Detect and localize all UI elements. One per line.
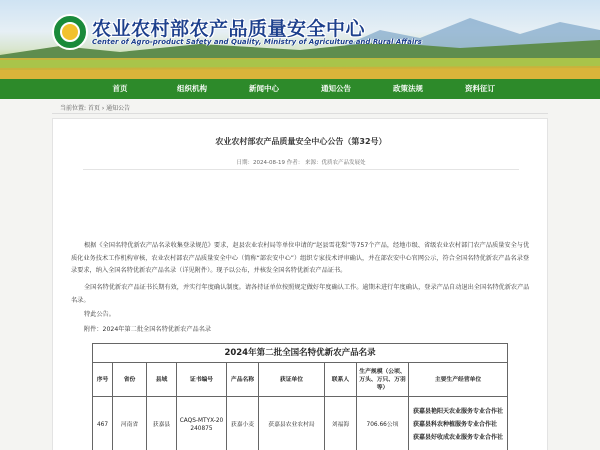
nav-news[interactable]: 新闻中心 xyxy=(249,84,279,93)
cell-product: 获嘉小麦 xyxy=(227,397,259,450)
nav-notices[interactable]: 通知公告 xyxy=(321,84,351,93)
cell-province: 河南省 xyxy=(113,397,147,450)
unit-item: 获嘉县好收成农业服务专业合作社 xyxy=(413,434,504,441)
nav-policies[interactable]: 政策法规 xyxy=(393,84,423,93)
attachment-link[interactable]: 附件：2024年第二批全国名特优新农产品名录 xyxy=(84,326,212,333)
article-paragraph: 根据《全国名特优新农产品名录收集登录规范》要求，赵县农业农村局等单位申请的“赵县雪花梨”等757个产品，经地市级、省级农业农村部门农产品质量安全与优质化业务技术工作机构审核，农业农村部农产品质量安全中心（简称“部农安中心”）组织专家技术评审确认，并在部农安中心官网公示，符合全国名特优新农产品名录登录要求，纳入全国名特优新农产品名录（详见附件）。现予以公布，并核发全国名特优新农产品证书。 xyxy=(71,242,530,274)
table-caption: 2024年第二批全国名特优新农产品名录 xyxy=(93,344,508,363)
article-meta: 日期：2024-08-19 作者： 来源：优质农产品发展处 xyxy=(236,160,366,166)
cell-holder: 获嘉县农业农村局 xyxy=(259,397,325,450)
article-paragraph: 全国名特优新农产品证书长期有效，并实行年度确认制度。请各持证单位按照规定做好年度确认工作。逾期未进行年度确认，登录产品自动退出全国名特优新农产品名录。 xyxy=(71,284,530,304)
cell-no: 467 xyxy=(93,397,113,450)
site-title: 农业农村部农产品质量安全中心 xyxy=(92,18,366,40)
main-nav xyxy=(0,79,600,99)
article-paragraph: 特此公告。 xyxy=(84,311,115,318)
cell-units xyxy=(409,397,508,450)
article-title: 农业农村部农产品质量安全中心公告（第32号） xyxy=(215,137,387,146)
column-header: 县域 xyxy=(147,363,177,397)
site-subtitle: Center of Agro-product Safety and Quality, Ministry of Agriculture and Rural Affairs xyxy=(92,38,422,46)
product-table xyxy=(92,343,507,450)
header-banner xyxy=(0,0,600,79)
nav-home[interactable]: 首页 xyxy=(112,84,128,93)
cell-scale: 706.66公顷 xyxy=(357,397,409,450)
cell-contact: 刘福海 xyxy=(325,397,357,450)
column-header: 产品名称 xyxy=(227,363,259,397)
column-header: 省份 xyxy=(113,363,147,397)
column-header: 序号 xyxy=(93,363,113,397)
unit-item: 获嘉县科农种植服务专业合作社 xyxy=(413,421,498,428)
cell-cert: CAQS-MTYX-20240875 xyxy=(177,397,227,450)
nav-subscriptions[interactable]: 资料征订 xyxy=(465,84,495,93)
breadcrumb-divider xyxy=(52,113,548,114)
breadcrumb[interactable]: 当前位置: 首页 › 通知公告 xyxy=(60,105,131,112)
table-header-row xyxy=(93,363,508,397)
column-header: 生产规模（公顷、万头、万只、万羽等） xyxy=(357,363,409,397)
column-header: 证书编号 xyxy=(177,363,227,397)
center-logo[interactable] xyxy=(52,14,88,50)
cell-county: 获嘉县 xyxy=(147,397,177,450)
nav-organization[interactable]: 组织机构 xyxy=(177,84,207,93)
unit-item: 获嘉县艳阳天农业服务专业合作社 xyxy=(413,408,504,415)
column-header: 获证单位 xyxy=(259,363,325,397)
table-row xyxy=(93,397,508,450)
meta-divider xyxy=(83,169,519,170)
column-header: 主要生产经营单位 xyxy=(409,363,508,397)
column-header: 联系人 xyxy=(325,363,357,397)
article-card xyxy=(52,118,548,450)
